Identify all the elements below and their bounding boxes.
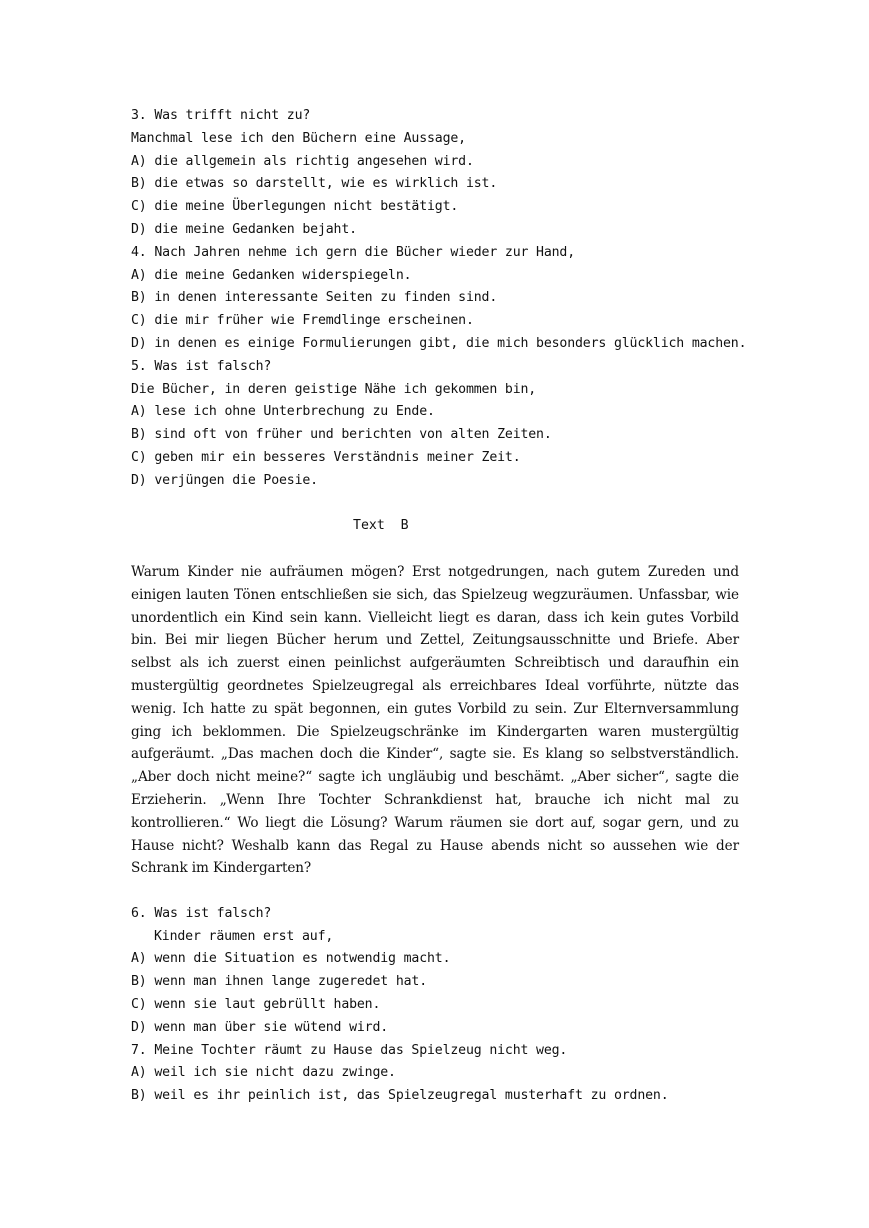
document-page: [131, 105, 747, 1108]
question-5-option-a: A) lese ich ohne Unterbrechung zu Ende.: [131, 404, 435, 420]
question-6-option-b: B) wenn man ihnen lange zugeredet hat.: [131, 974, 428, 990]
question-4-option-a: A) die meine Gedanken widerspiegeln.: [131, 267, 412, 283]
question-4-option-c: C) die mir früher wie Fremdlinge erscheinen.: [131, 313, 474, 329]
question-3-option-a: A) die allgemein als richtig angesehen wird.: [131, 153, 474, 169]
section-heading: Text B: [353, 518, 409, 534]
question-6-option-c: C) wenn sie laut gebrüllt haben.: [131, 997, 381, 1013]
question-3-title: 3. Was trifft nicht zu?: [131, 108, 311, 123]
question-3-option-b: B) die etwas so darstellt, wie es wirklich ist.: [131, 176, 498, 192]
question-5-option-c: C) geben mir ein besseres Verständnis meiner Zeit.: [131, 449, 521, 465]
questions-3-to-5: [131, 105, 747, 493]
question-5-option-d: D) verjüngen die Poesie.: [131, 472, 318, 488]
question-6-option-d: D) wenn man über sie wütend wird.: [131, 1019, 389, 1035]
question-7-option-b: B) weil es ihr peinlich ist, das Spielzeugregal musterhaft zu ordnen.: [131, 1088, 669, 1104]
reading-passage: Warum Kinder nie aufräumen mögen? Erst notgedrungen, nach gutem Zureden und einigen lauten Tönen entschließen sie sich, das Spielzeug wegzuräumen. Unfassbar, wie unordentlich ein Kind sein kann. Vielleicht liegt es daran, dass ich kein gutes Vorbild bin. Bei mir liegen Bücher herum und Zettel, Zeitungsausschnitte und Briefe. Aber selbst als ich zuerst einen peinlichst aufgeräumten Schreibtisch und daraufhin ein mustergültig geordnetes Spielzeugregal als erreichbares Ideal vorführte, nützte das wenig. Ich hatte zu spät begonnen, ein gutes Vorbild zu sein. Zur Elternversammlung ging ich beklommen. Die Spielzeugschränke im Kindergarten waren mustergültig aufgeräumt. „Das machen doch die Kinder“, sagte sie. Es klang so selbstverständlich. „Aber doch nicht meine?“ sagte ich ungläubig und beschämt. „Aber sicher“, sagte die Erzieherin. „Wenn Ihre Tochter Schrankdienst hat, brauche ich nicht mal zu kontrollieren.“ Wo liegt die Lösung? Warum räumen sie dort auf, sogar gern, und zu Hause nicht? Weshalb kann das Regal zu Hause abends nicht so aussehen wie der Schrank im Kindergarten?: [131, 563, 739, 877]
question-4-option-b: B) in denen interessante Seiten zu finden sind.: [131, 290, 498, 306]
question-6-option-a: A) wenn die Situation es notwendig macht.: [131, 951, 451, 967]
question-3-option-d: D) die meine Gedanken bejaht.: [131, 221, 357, 237]
question-7-option-a: A) weil ich sie nicht dazu zwinge.: [131, 1065, 396, 1081]
question-3-stem: Manchmal lese ich den Büchern eine Aussage,: [131, 130, 466, 146]
question-6-stem: Kinder räumen erst auf,: [154, 928, 334, 944]
question-5-stem: Die Bücher, in deren geistige Nähe ich gekommen bin,: [131, 381, 537, 397]
question-5-option-b: B) sind oft von früher und berichten von alten Zeiten.: [131, 427, 552, 443]
questions-6-to-7: [131, 903, 739, 1108]
question-3-option-c: C) die meine Überlegungen nicht bestätigt.: [131, 199, 459, 215]
question-4-option-d: D) in denen es einige Formulierungen gibt, die mich besonders glücklich machen.: [131, 335, 747, 351]
question-7-title: 7. Meine Tochter räumt zu Hause das Spielzeug nicht weg.: [131, 1042, 568, 1058]
question-6-title: 6. Was ist falsch?: [131, 905, 272, 921]
question-4-title: 4. Nach Jahren nehme ich gern die Bücher wieder zur Hand,: [131, 244, 576, 260]
question-5-title: 5. Was ist falsch?: [131, 358, 272, 374]
